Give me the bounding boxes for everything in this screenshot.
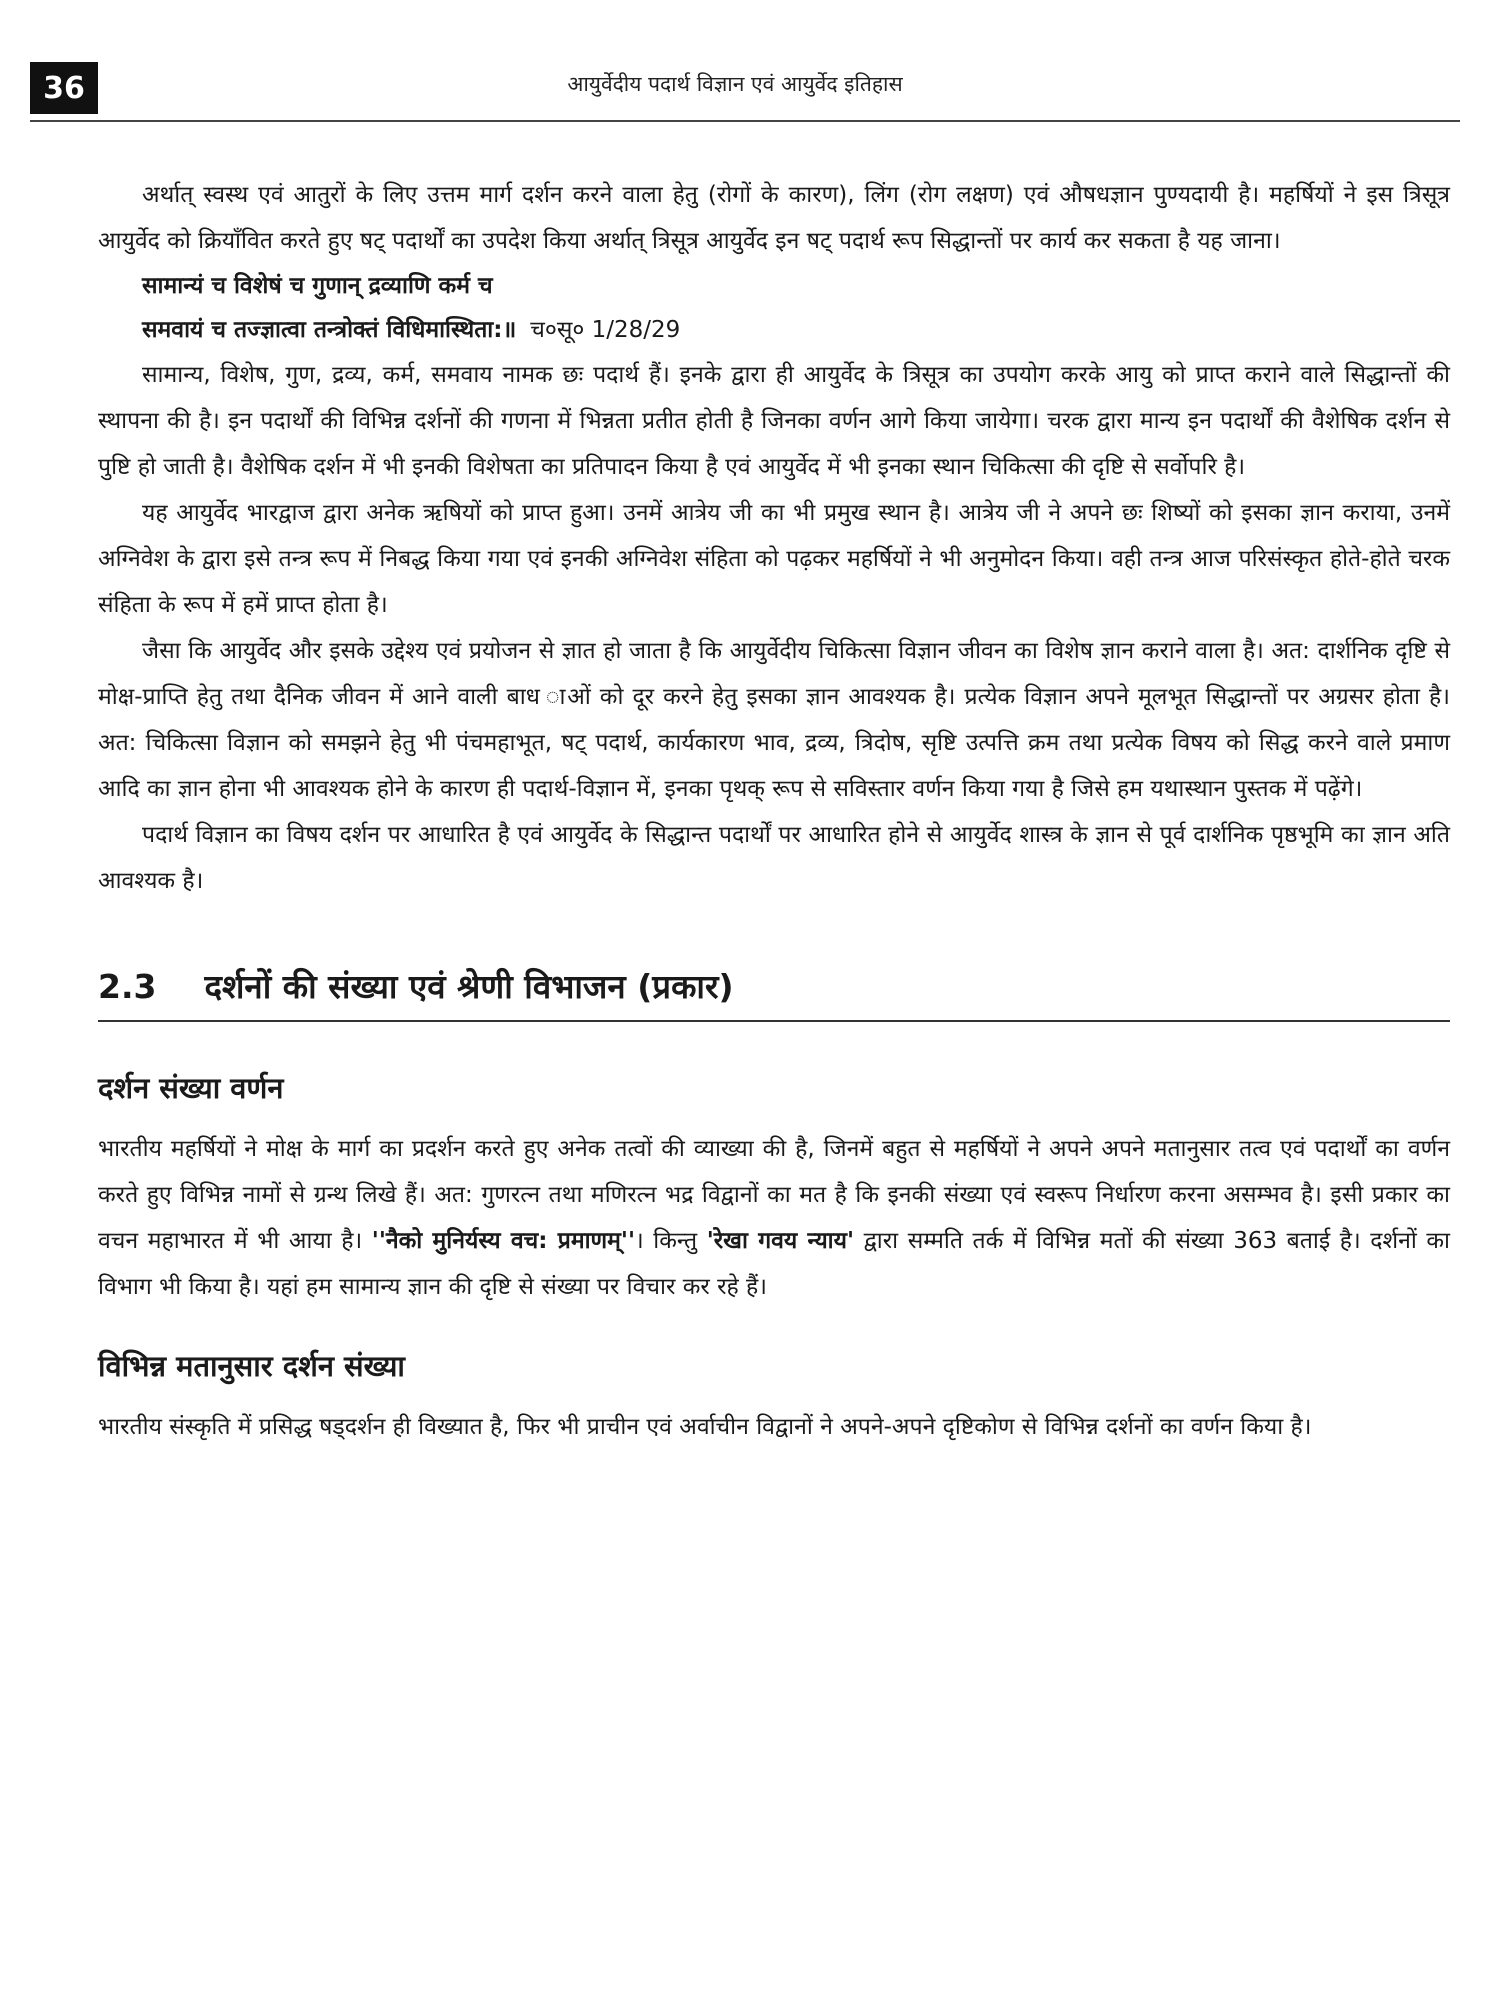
running-header: आयुर्वेदीय पदार्थ विज्ञान एवं आयुर्वेद इतिहास — [567, 72, 903, 96]
page-body — [98, 172, 1450, 1450]
page-number: 36 — [30, 62, 98, 114]
subsection-1-paragraph — [98, 1126, 1450, 1310]
subsection-heading-2: विभिन्न मतानुसार दर्शन संख्या — [98, 1349, 405, 1383]
verse-line-1: सामान्यं च विशेषं च गुणान् द्रव्याणि कर्म च — [142, 273, 493, 299]
quote-rekha-gavay: 'रेखा गवय न्याय' — [706, 1228, 854, 1254]
verse-reference: च०सू० 1/28/29 — [530, 317, 681, 343]
subsection-2-paragraph: भारतीय संस्कृति में प्रसिद्ध षड्दर्शन ही विख्यात है, फिर भी प्राचीन एवं अर्वाचीन विद्वानों ने अपने-अपने दृष्टिकोण से विभिन्न दर्शनों का वर्णन किया है। — [98, 1414, 1312, 1440]
section-divider — [98, 1020, 1450, 1022]
header-divider — [30, 120, 1460, 122]
paragraph-2: सामान्य, विशेष, गुण, द्रव्य, कर्म, समवाय नामक छः पदार्थ हैं। इनके द्वारा ही आयुर्वेद के त्रिसूत्र का उपयोग करके आयु को प्राप्त कराने वाले सिद्धान्तों की स्थापना की है। इन पदार्थों की विभिन्न दर्शनों की गणना में भिन्नता प्रतीत होती है जिनका वर्णन आगे किया जायेगा। चरक द्वारा मान्य इन पदार्थों की वैशेषिक दर्शन से पुष्टि हो जाती है। वैशेषिक दर्शन में भी इनकी विशेषता का प्रतिपादन किया है एवं आयुर्वेद में भी इनका स्थान चिकित्सा की दृष्टि से सर्वोपरि है। — [98, 362, 1450, 480]
section-number: 2.3 — [98, 967, 157, 1006]
paragraph-5: पदार्थ विज्ञान का विषय दर्शन पर आधारित है एवं आयुर्वेद के सिद्धान्त पदार्थों पर आधारित होने से आयुर्वेद शास्त्र के ज्ञान से पूर्व दार्शनिक पृष्ठभूमि का ज्ञान अति आवश्यक है। — [98, 822, 1450, 894]
verse-line-2-text: समवायं च तज्ज्ञात्वा तन्त्रोक्तं विधिमास्थिता:॥ — [142, 317, 517, 343]
subsection-1-text-a: भारतीय महर्षियों ने मोक्ष के मार्ग का प्रदर्शन करते हुए अनेक तत्वों की व्याख्या की है, जिनमें बहुत से महर्षियों ने अपने अपने मतानुसार तत्व एवं पदार्थों का वर्णन करते हुए विभिन्न नामों से ग्रन्थ लिखे हैं। अत: गुणरत्न तथा मणिरत्न भद्र विद्वानों का मत है कि इनकी संख्या एवं स्वरूप निर्धारण करना असम्भव है। इसी प्रकार का वचन महाभारत में भी आया है। — [98, 1136, 1450, 1254]
paragraph-4: जैसा कि आयुर्वेद और इसके उद्देश्य एवं प्रयोजन से ज्ञात हो जाता है कि आयुर्वेदीय चिकित्सा विज्ञान जीवन का विशेष ज्ञान कराने वाला है। अत: दार्शनिक दृष्टि से मोक्ष-प्राप्ति हेतु तथा दैनिक जीवन में आने वाली बाध ाओं को दूर करने हेतु इसका ज्ञान आवश्यक है। प्रत्येक विज्ञान अपने मूलभूत सिद्धान्तों पर अग्रसर होता है। अत: चिकित्सा विज्ञान को समझने हेतु भी पंचमहाभूत, षट् पदार्थ, कार्यकारण भाव, द्रव्य, त्रिदोष, सृष्टि उत्पत्ति क्रम तथा प्रत्येक विषय को सिद्ध करने वाले प्रमाण आदि का ज्ञान होना भी आवश्यक होने के कारण ही पदार्थ-विज्ञान में, इनका पृथक् रूप से सविस्तार वर्णन किया गया है जिसे हम यथास्थान पुस्तक में पढ़ेंगे। — [98, 638, 1450, 802]
section-title: दर्शनों की संख्या एवं श्रेणी विभाजन (प्रकार) — [204, 967, 734, 1006]
paragraph-3: यह आयुर्वेद भारद्वाज द्वारा अनेक ऋषियों को प्राप्त हुआ। उनमें आत्रेय जी का भी प्रमुख स्थान है। आत्रेय जी ने अपने छः शिष्यों को इसका ज्ञान कराया, उनमें अग्निवेश के द्वारा इसे तन्त्र रूप में निबद्ध किया गया एवं इनकी अग्निवेश संहिता को पढ़कर महर्षियों ने भी अनुमोदन किया। वही तन्त्र आज परिसंस्कृत होते-होते चरक संहिता के रूप में हमें प्राप्त होता है। — [98, 500, 1450, 618]
subsection-heading-1: दर्शन संख्या वर्णन — [98, 1071, 284, 1105]
quote-naiko-muni: ''नैको मुनिर्यस्य वच: प्रमाणम्'' — [371, 1228, 636, 1254]
subsection-1-text-c: द्वारा सम्मति तर्क में विभिन्न मतों की संख्या 363 बताई है। दर्शनों का विभाग भी किया है। यहां हम सामान्य ज्ञान की दृष्टि से संख्या पर विचार कर रहे हैं। — [98, 1228, 1451, 1300]
subsection-1-text-b: । किन्तु — [635, 1228, 698, 1254]
section-heading — [98, 962, 1450, 1020]
paragraph-1: अर्थात् स्वस्थ एवं आतुरों के लिए उत्तम मार्ग दर्शन करने वाला हेतु (रोगों के कारण), लिंग (रोग लक्षण) एवं औषधज्ञान पुण्यदायी है। महर्षियों ने इस त्रिसूत्र आयुर्वेद को क्रियाँवित करते हुए षट् पदार्थों का उपदेश किया अर्थात् त्रिसूत्र आयुर्वेद इन षट् पदार्थ रूप सिद्धान्तों पर कार्य कर सकता है यह जाना। — [98, 182, 1450, 254]
verse-line-2 — [98, 308, 1450, 352]
